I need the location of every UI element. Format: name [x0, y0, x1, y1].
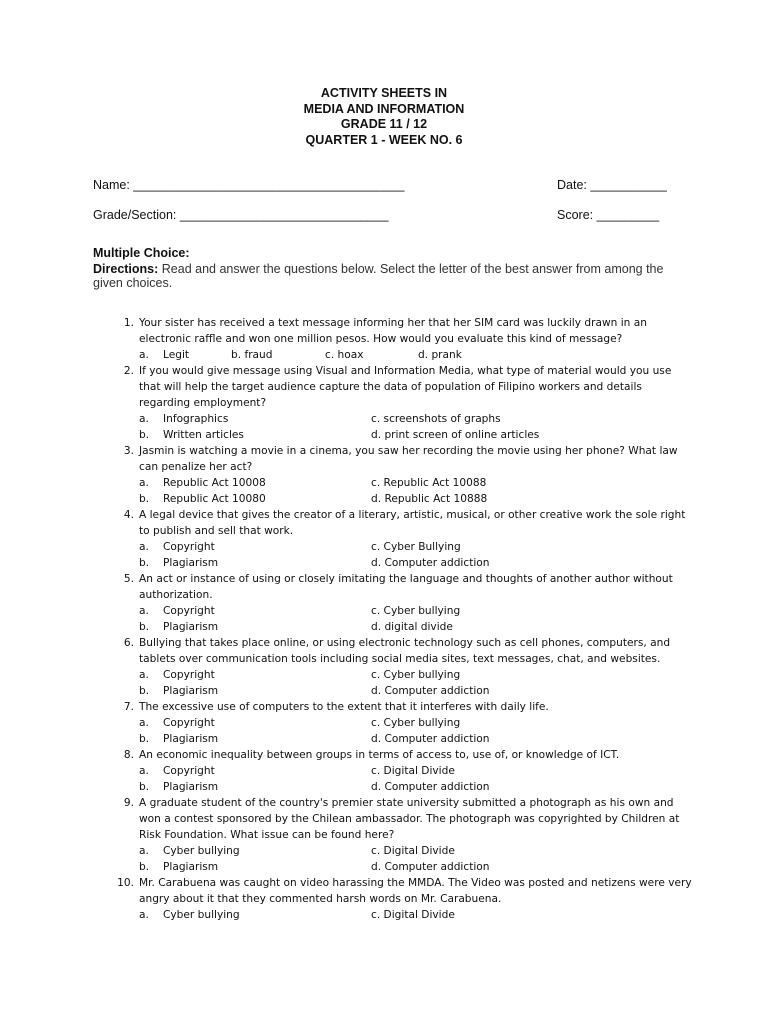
choice-row [139, 667, 692, 683]
choice-row [139, 347, 692, 363]
answer-choice[interactable] [371, 715, 460, 731]
choice-text: c. Cyber bullying [371, 717, 461, 729]
answer-choice[interactable] [139, 667, 215, 683]
choice-text: Republic Act 10080 [163, 493, 266, 505]
answer-choice[interactable] [139, 411, 228, 427]
choice-letter: a. [139, 413, 149, 425]
choice-letter: b. [139, 781, 150, 793]
question-number: 4. [123, 509, 134, 521]
choice-text: c. screenshots of graphs [371, 413, 501, 425]
choice-text: Legit [163, 349, 190, 361]
answer-choice[interactable] [139, 859, 218, 875]
question-text: A graduate student of the country's premier state university submitted a photograph as his own and won a contest sponsored by the Chilean ambassador. The photograph was copyrighted by Children at Risk Foundation. What issue can be found here? [139, 797, 680, 841]
choice-text: Infographics [163, 413, 229, 425]
answer-choice[interactable] [371, 491, 487, 507]
choice-text: c. Cyber Bullying [371, 541, 461, 553]
choice-text: Plagiarism [163, 733, 219, 745]
question-text: Mr. Carabuena was caught on video harassing the MMDA. The Video was posted and netizens were very angry about it that they commented harsh words on Mr. Carabuena. [139, 877, 692, 905]
question-text: A legal device that gives the creator of a literary, artistic, musical, or other creative work the sole right to publish and sell that work. [139, 509, 686, 537]
question-number: 7. [123, 701, 134, 713]
title-line-4: QUARTER 1 - WEEK NO. 6 [305, 132, 463, 147]
question-item [112, 315, 692, 363]
answer-choice[interactable] [139, 683, 218, 699]
choice-text: c. Digital Divide [371, 845, 455, 857]
choice-letter: b. [139, 685, 150, 697]
worksheet-title [0, 86, 768, 148]
choice-text: d. prank [418, 349, 462, 361]
question-text: An act or instance of using or closely imitating the language and thoughts of another author without authorization. [139, 573, 673, 601]
choice-letter: a. [139, 717, 149, 729]
question-text: Jasmin is watching a movie in a cinema, you saw her recording the movie using her phone? What law can penalize her act? [139, 445, 678, 473]
choice-letter: a. [139, 605, 149, 617]
question-item [112, 443, 692, 507]
answer-choice[interactable] [325, 347, 364, 363]
choice-letter: a. [139, 669, 149, 681]
answer-choice[interactable] [418, 347, 462, 363]
question-text: Bullying that takes place online, or using electronic technology such as cell phones, computers, and tablets over communication tools including social media sites, text messages, chat, and websites. [139, 637, 671, 665]
answer-choice[interactable] [139, 843, 240, 859]
answer-choice[interactable] [139, 427, 244, 443]
question-text: If you would give message using Visual and Information Media, what type of material would you use that will help the target audience capture the data of population of Filipino workers and details regarding employment? [139, 365, 672, 409]
choice-letter: b. [139, 493, 150, 505]
choice-text: d. Computer addiction [371, 557, 490, 569]
choice-text: Copyright [163, 669, 215, 681]
choice-row [139, 427, 692, 443]
choice-text: Copyright [163, 765, 215, 777]
choice-row [139, 411, 692, 427]
answer-choice[interactable] [371, 603, 460, 619]
directions-text: Read and answer the questions below. Select the letter of the best answer from among the given choices. [93, 262, 664, 290]
question-number: 8. [123, 749, 134, 761]
choice-text: d. Computer addiction [371, 733, 490, 745]
answer-choice[interactable] [371, 683, 490, 699]
choice-text: c. hoax [325, 349, 364, 361]
answer-choice[interactable] [371, 619, 453, 635]
name-field[interactable]: Name: _______________________________________ [93, 178, 405, 192]
title-line-3: GRADE 11 / 12 [340, 117, 428, 132]
answer-choice[interactable] [371, 843, 455, 859]
choice-text: d. Republic Act 10888 [371, 493, 488, 505]
choice-row [139, 539, 692, 555]
question-number: 6. [123, 637, 134, 649]
question-item [112, 747, 692, 795]
answer-choice[interactable] [139, 619, 218, 635]
choice-text: Plagiarism [163, 685, 219, 697]
answer-choice[interactable] [139, 475, 266, 491]
choice-row [139, 475, 692, 491]
choice-row [139, 619, 692, 635]
choice-row [139, 731, 692, 747]
choice-text: Copyright [163, 717, 215, 729]
question-item [112, 635, 692, 699]
answer-choice[interactable] [371, 667, 460, 683]
answer-choice[interactable] [371, 411, 501, 427]
directions [93, 262, 693, 290]
choice-row [139, 491, 692, 507]
choice-letter: b. [139, 557, 150, 569]
answer-choice[interactable] [139, 539, 215, 555]
answer-choice[interactable] [371, 907, 455, 923]
answer-choice[interactable] [371, 779, 490, 795]
score-field[interactable]: Score: _________ [557, 208, 660, 222]
answer-choice[interactable] [139, 715, 215, 731]
choice-letter: a. [139, 845, 149, 857]
answer-choice[interactable] [139, 347, 189, 363]
choice-text: Copyright [163, 541, 215, 553]
choice-text: Cyber bullying [163, 909, 240, 921]
question-number: 2. [123, 365, 134, 377]
answer-choice[interactable] [371, 859, 490, 875]
question-list [112, 315, 692, 923]
choice-letter: b. [139, 429, 150, 441]
answer-choice[interactable] [139, 555, 218, 571]
question-item [112, 571, 692, 635]
choice-row [139, 779, 692, 795]
question-item [112, 363, 692, 443]
question-number: 10. [117, 877, 134, 889]
question-item [112, 795, 692, 875]
choice-text: d. Computer addiction [371, 781, 490, 793]
grade-section-field[interactable]: Grade/Section: ______________________________ [93, 208, 389, 222]
choice-letter: a. [139, 349, 149, 361]
choice-text: Republic Act 10008 [163, 477, 266, 489]
answer-choice[interactable] [371, 731, 490, 747]
choice-row [139, 843, 692, 859]
choice-text: c. Republic Act 10088 [371, 477, 487, 489]
choice-text: Plagiarism [163, 781, 219, 793]
answer-choice[interactable] [139, 731, 218, 747]
choice-row [139, 907, 692, 923]
title-line-1: ACTIVITY SHEETS IN [320, 86, 448, 100]
choice-row [139, 683, 692, 699]
choice-text: Written articles [163, 429, 244, 441]
choice-letter: a. [139, 765, 149, 777]
choice-row [139, 763, 692, 779]
choice-text: d. Computer addiction [371, 861, 490, 873]
question-text: An economic inequality between groups in terms of access to, use of, or knowledge of ICT. [139, 749, 620, 761]
choice-row [139, 555, 692, 571]
question-text: Your sister has received a text message informing her that her SIM card was luckily drawn in an electronic raffle and won one million pesos. How would you evaluate this kind of message? [139, 317, 647, 345]
choice-text: Plagiarism [163, 557, 219, 569]
directions-label: Directions: [93, 262, 159, 276]
answer-choice[interactable] [139, 779, 218, 795]
choice-text: d. print screen of online articles [371, 429, 540, 441]
choice-text: d. digital divide [371, 621, 453, 633]
choice-text: c. Cyber bullying [371, 605, 461, 617]
answer-choice[interactable] [371, 427, 539, 443]
answer-choice[interactable] [371, 539, 461, 555]
choice-text: Plagiarism [163, 621, 219, 633]
choice-row [139, 603, 692, 619]
answer-choice[interactable] [371, 555, 490, 571]
choice-row [139, 715, 692, 731]
choice-text: Copyright [163, 605, 215, 617]
choice-letter: a. [139, 541, 149, 553]
question-item [112, 875, 692, 923]
choice-letter: b. [139, 861, 150, 873]
question-text: The excessive use of computers to the extent that it interferes with daily life. [139, 701, 549, 713]
question-number: 9. [123, 797, 134, 809]
question-item [112, 507, 692, 571]
choice-text: c. Digital Divide [371, 765, 455, 777]
question-number: 1. [123, 317, 134, 329]
answer-choice[interactable] [139, 491, 266, 507]
choice-text: c. Digital Divide [371, 909, 455, 921]
title-line-2: MEDIA AND INFORMATION [303, 101, 465, 116]
answer-choice[interactable] [139, 907, 240, 923]
date-field[interactable]: Date: ___________ [557, 178, 667, 192]
choice-text: b. fraud [231, 349, 273, 361]
choice-text: c. Cyber bullying [371, 669, 461, 681]
question-number: 3. [123, 445, 134, 457]
choice-text: Cyber bullying [163, 845, 240, 857]
section-heading: Multiple Choice: [93, 246, 190, 260]
answer-choice[interactable] [139, 603, 215, 619]
choice-letter: a. [139, 909, 149, 921]
answer-choice[interactable] [231, 347, 272, 363]
answer-choice[interactable] [371, 763, 455, 779]
choice-text: d. Computer addiction [371, 685, 490, 697]
question-item [112, 699, 692, 747]
choice-text: Plagiarism [163, 861, 219, 873]
choice-letter: b. [139, 733, 150, 745]
choice-letter: a. [139, 477, 149, 489]
choice-letter: b. [139, 621, 150, 633]
answer-choice[interactable] [371, 475, 486, 491]
answer-choice[interactable] [139, 763, 215, 779]
choice-row [139, 859, 692, 875]
question-number: 5. [123, 573, 134, 585]
